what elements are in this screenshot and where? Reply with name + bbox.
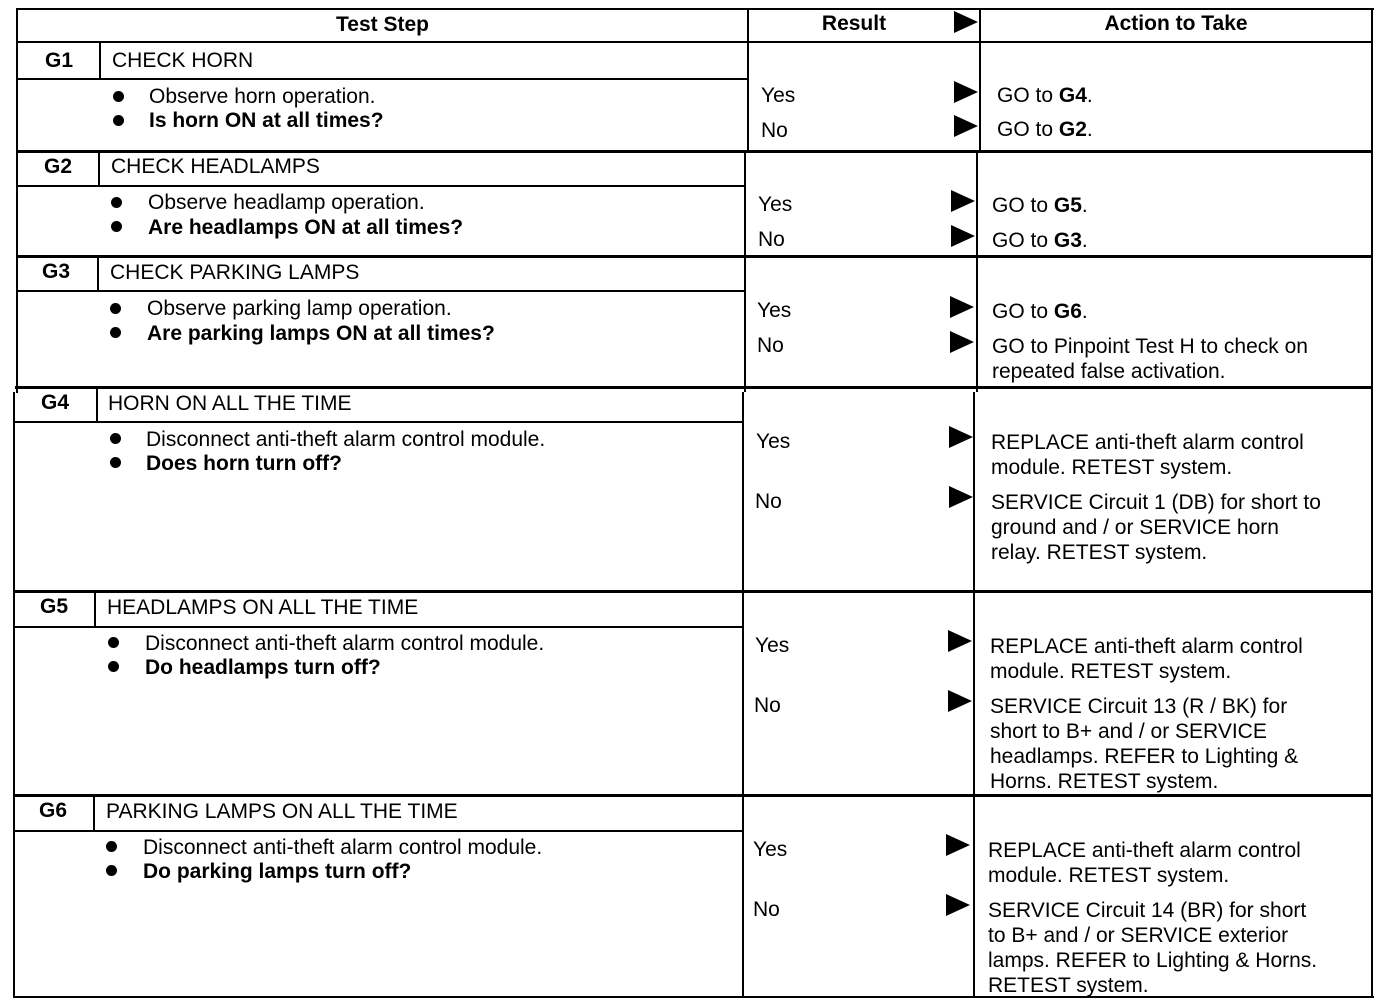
bullet-icon bbox=[111, 197, 122, 208]
action-no: SERVICE Circuit 1 (DB) for short to ground and / or SERVICE horn relay. RETEST system. bbox=[991, 491, 1321, 564]
step-id: G6 bbox=[38, 799, 67, 822]
result-no: No bbox=[758, 228, 785, 251]
id-column-divider bbox=[98, 152, 100, 186]
step-instruction: Observe parking lamp operation. bbox=[147, 297, 452, 320]
arrow-right-icon bbox=[948, 630, 972, 652]
id-column-divider bbox=[97, 257, 99, 291]
step-title: CHECK HORN bbox=[112, 49, 254, 72]
bullet-icon bbox=[113, 115, 124, 126]
result-no: No bbox=[755, 490, 782, 513]
result-yes: Yes bbox=[755, 634, 790, 657]
result-column-divider bbox=[742, 392, 744, 998]
step-question: Do parking lamps turn off? bbox=[143, 860, 412, 883]
result-yes: Yes bbox=[761, 84, 796, 107]
bullet-icon bbox=[108, 637, 119, 648]
step-id: G3 bbox=[41, 260, 70, 283]
action-no: SERVICE Circuit 14 (BR) for short to B+ and / or SERVICE exterior lamps. REFER to Lighting & Horns. RETEST system. bbox=[988, 899, 1318, 997]
table-border-left bbox=[16, 8, 18, 393]
step-id: G1 bbox=[44, 49, 73, 72]
step-question: Is horn ON at all times? bbox=[149, 109, 384, 132]
action-no: SERVICE Circuit 13 (R / BK) for short to B+ and / or SERVICE headlamps. REFER to Lighting & Horns. RETEST system. bbox=[990, 695, 1299, 793]
id-column-divider bbox=[96, 388, 98, 422]
step-instruction: Observe horn operation. bbox=[149, 85, 376, 108]
step-instruction: Disconnect anti-theft alarm control module. bbox=[143, 836, 543, 859]
step-title: PARKING LAMPS ON ALL THE TIME bbox=[106, 800, 458, 823]
arrow-right-icon bbox=[954, 115, 978, 137]
arrow-right-icon bbox=[951, 190, 975, 212]
step-question: Are headlamps ON at all times? bbox=[148, 216, 464, 239]
action-yes: GO to G4. bbox=[997, 84, 1093, 107]
title-divider bbox=[14, 421, 743, 423]
title-divider bbox=[14, 626, 743, 628]
bullet-icon bbox=[110, 457, 121, 468]
header-action: Action to Take bbox=[1104, 12, 1248, 35]
bullet-icon bbox=[110, 433, 121, 444]
action-yes: REPLACE anti-theft alarm control module. RETEST system. bbox=[988, 839, 1301, 887]
bullet-icon bbox=[111, 221, 122, 232]
bullet-icon bbox=[106, 865, 117, 876]
step-id: G2 bbox=[43, 155, 72, 178]
step-id: G4 bbox=[40, 391, 69, 414]
bullet-icon bbox=[108, 661, 119, 672]
result-yes: Yes bbox=[753, 838, 788, 861]
arrow-right-icon bbox=[950, 296, 974, 318]
bullet-icon bbox=[106, 841, 117, 852]
step-id: G5 bbox=[39, 595, 68, 618]
header-arrow-icon bbox=[954, 11, 978, 33]
step-instruction: Disconnect anti-theft alarm control module. bbox=[145, 632, 545, 655]
step-instruction: Disconnect anti-theft alarm control module. bbox=[146, 428, 546, 451]
result-no: No bbox=[753, 898, 780, 921]
header-divider bbox=[17, 41, 1373, 43]
result-yes: Yes bbox=[756, 430, 791, 453]
step-title: HORN ON ALL THE TIME bbox=[108, 392, 352, 415]
arrow-right-icon bbox=[951, 225, 975, 247]
header-result: Result bbox=[821, 12, 887, 35]
result-yes: Yes bbox=[757, 299, 792, 322]
id-column-divider bbox=[93, 796, 95, 831]
title-divider bbox=[17, 78, 748, 80]
bullet-icon bbox=[110, 327, 121, 338]
action-yes: REPLACE anti-theft alarm control module. RETEST system. bbox=[990, 635, 1303, 683]
result-no: No bbox=[757, 334, 784, 357]
arrow-right-icon bbox=[949, 426, 973, 448]
header-test-step: Test Step bbox=[336, 13, 429, 36]
table-border-right bbox=[1371, 8, 1373, 998]
arrow-right-icon bbox=[948, 690, 972, 712]
step-instruction: Observe headlamp operation. bbox=[148, 191, 425, 214]
step-question: Do headlamps turn off? bbox=[145, 656, 381, 679]
action-no: GO to Pinpoint Test H to check on repeated false activation. bbox=[992, 335, 1308, 383]
result-no: No bbox=[761, 119, 788, 142]
arrow-right-icon bbox=[950, 331, 974, 353]
result-no: No bbox=[754, 694, 781, 717]
arrow-right-icon bbox=[954, 81, 978, 103]
title-divider bbox=[14, 830, 742, 832]
arrow-right-icon bbox=[946, 834, 970, 856]
action-column-divider bbox=[973, 392, 975, 998]
action-no: GO to G2. bbox=[997, 118, 1093, 141]
result-yes: Yes bbox=[758, 193, 793, 216]
action-yes: GO to G5. bbox=[992, 194, 1088, 217]
action-column-divider bbox=[976, 152, 978, 392]
id-column-divider bbox=[99, 43, 101, 79]
table-border-left bbox=[13, 392, 15, 998]
result-column-divider bbox=[744, 152, 746, 392]
action-yes: GO to G6. bbox=[992, 300, 1088, 323]
title-divider bbox=[17, 185, 745, 187]
arrow-right-icon bbox=[949, 486, 973, 508]
arrow-right-icon bbox=[946, 894, 970, 916]
step-title: HEADLAMPS ON ALL THE TIME bbox=[107, 596, 419, 619]
title-divider bbox=[16, 290, 745, 292]
bullet-icon bbox=[113, 91, 124, 102]
step-title: CHECK PARKING LAMPS bbox=[110, 261, 360, 284]
bullet-icon bbox=[110, 303, 121, 314]
id-column-divider bbox=[94, 592, 96, 627]
action-no: GO to G3. bbox=[992, 229, 1088, 252]
step-question: Does horn turn off? bbox=[146, 452, 342, 475]
step-question: Are parking lamps ON at all times? bbox=[147, 322, 495, 345]
step-title: CHECK HEADLAMPS bbox=[111, 155, 320, 178]
action-yes: REPLACE anti-theft alarm control module. RETEST system. bbox=[991, 431, 1304, 479]
